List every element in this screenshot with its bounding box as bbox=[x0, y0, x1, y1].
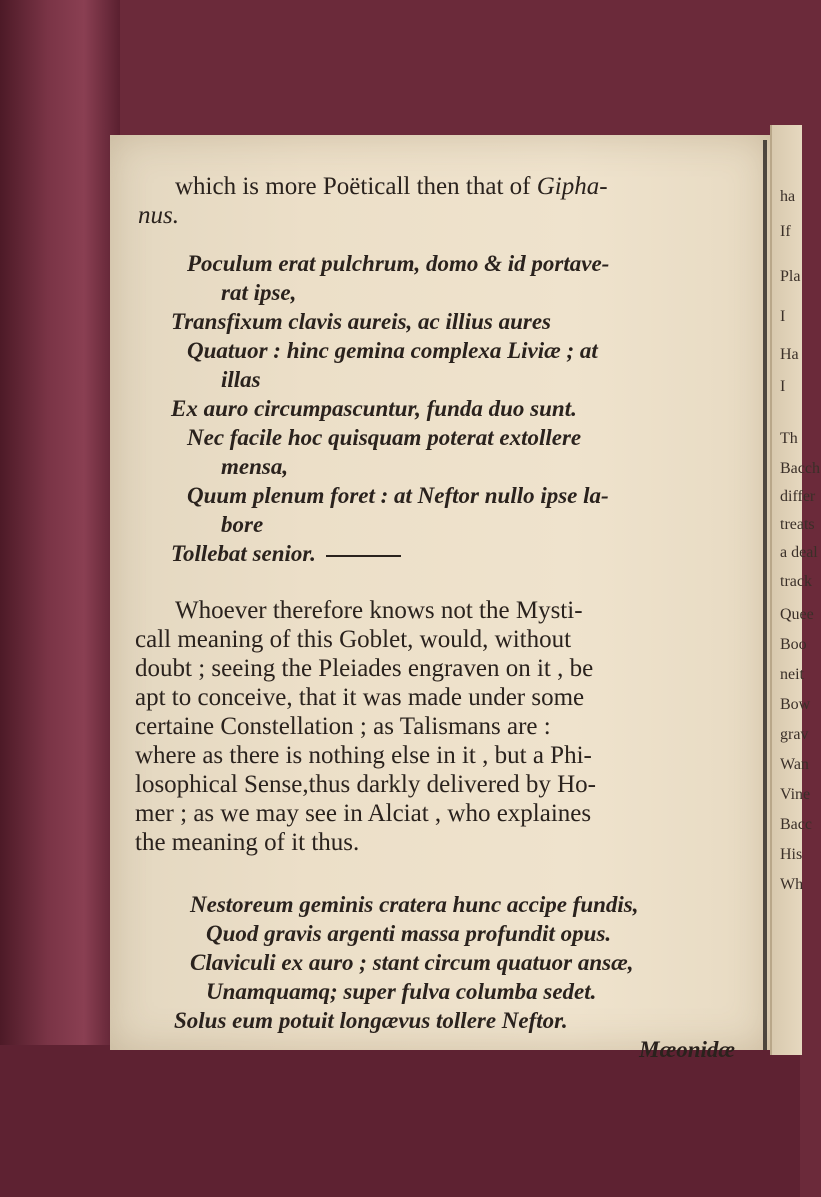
latin-verse-2-line: Solus eum potuit longævus tollere Neftor. bbox=[174, 1008, 568, 1033]
facing-page-fragment: track bbox=[780, 573, 812, 590]
facing-page-fragment: Th bbox=[780, 430, 798, 447]
facing-page-fragment: neit bbox=[780, 666, 804, 683]
latin-verse-1-last: Tollebat senior. bbox=[171, 541, 316, 566]
facing-page-fragment: Boo bbox=[780, 636, 807, 653]
facing-page-fragment: Wh bbox=[780, 876, 804, 893]
latin-verse-1-line: Quum plenum foret : at Neftor nullo ipse la- bbox=[187, 483, 609, 508]
facing-page-fragment: Bow bbox=[780, 696, 811, 713]
facing-page-fragment: Pla bbox=[780, 268, 801, 285]
facing-page-fragment: a deal bbox=[780, 544, 818, 561]
facing-page-fragment: treats bbox=[780, 516, 815, 533]
facing-page-fragment: differ bbox=[780, 488, 816, 505]
facing-page-fragment: grav bbox=[780, 726, 809, 743]
latin-verse-1-line: bore bbox=[221, 512, 264, 537]
rule-ornament bbox=[326, 555, 401, 557]
prose-line: call meaning of this Goblet, would, without bbox=[135, 626, 572, 653]
facing-page-fragment: I bbox=[780, 378, 786, 395]
latin-verse-1-line: Nec facile hoc quisquam poterat extollere bbox=[187, 425, 582, 450]
facing-page-fragment: His bbox=[780, 846, 803, 863]
latin-verse-2-line: Unamquamq; super fulva columba sedet. bbox=[206, 979, 597, 1004]
prose-line: losophical Sense,thus darkly delivered by Ho- bbox=[135, 771, 597, 798]
intro-line-2: nus. bbox=[138, 202, 179, 229]
latin-verse-2-line: Quod gravis argenti massa profundit opus. bbox=[206, 921, 612, 946]
prose-line: apt to conceive, that it was made under some bbox=[135, 684, 585, 711]
prose-line: where as there is nothing else in it , but a Phi- bbox=[135, 742, 592, 769]
book-cover-bottom bbox=[0, 1045, 800, 1197]
latin-verse-1-line: Ex auro circumpascuntur, funda duo sunt. bbox=[171, 396, 577, 421]
facing-page-fragment: ha bbox=[780, 188, 796, 205]
prose-line: the meaning of it thus. bbox=[135, 829, 360, 856]
facing-page-fragment: Ha bbox=[780, 346, 799, 363]
latin-verse-1-line: Quatuor : hinc gemina complexa Liviæ ; at bbox=[187, 338, 598, 363]
prose-line: mer ; as we may see in Alciat , who explaines bbox=[135, 800, 592, 827]
facing-page-fragment: Vine bbox=[780, 786, 811, 803]
facing-page-fragment: Bacch bbox=[780, 460, 820, 477]
latin-verse-1-line bbox=[135, 539, 771, 568]
latin-verse-2-line: Claviculi ex auro ; stant circum quatuor ansæ, bbox=[190, 950, 634, 975]
latin-verse-1-line: Poculum erat pulchrum, domo & id portave- bbox=[187, 251, 610, 276]
catchword: Mæonidæ bbox=[639, 1037, 735, 1062]
latin-verse-1-line: Transfixum clavis aureis, ac illius aures bbox=[171, 309, 551, 334]
latin-verse-1-line: rat ipse, bbox=[221, 280, 297, 305]
intro-line-1-italic: Gipha- bbox=[536, 173, 608, 200]
prose-line: doubt ; seeing the Pleiades engraven on it , be bbox=[135, 655, 594, 682]
latin-verse-2-line: Nestoreum geminis cratera hunc accipe fundis, bbox=[190, 892, 639, 917]
book-cover-left bbox=[0, 0, 120, 1197]
latin-verse-1-line: illas bbox=[221, 367, 261, 392]
intro-line-1-text: which is more Poëticall then that of bbox=[175, 173, 537, 200]
prose-line: Whoever therefore knows not the Mysti- bbox=[175, 597, 583, 624]
facing-page-fragment: Wan bbox=[780, 756, 809, 773]
intro-line-1 bbox=[175, 172, 775, 201]
facing-page-fragment: I bbox=[780, 308, 786, 325]
facing-page-fragment: If bbox=[780, 223, 791, 240]
prose-line: certaine Constellation ; as Talismans are : bbox=[135, 713, 551, 740]
latin-verse-1-line: mensa, bbox=[221, 454, 289, 479]
facing-page-fragment: Quee bbox=[780, 606, 814, 623]
facing-page-fragment: Bacc bbox=[780, 816, 812, 833]
